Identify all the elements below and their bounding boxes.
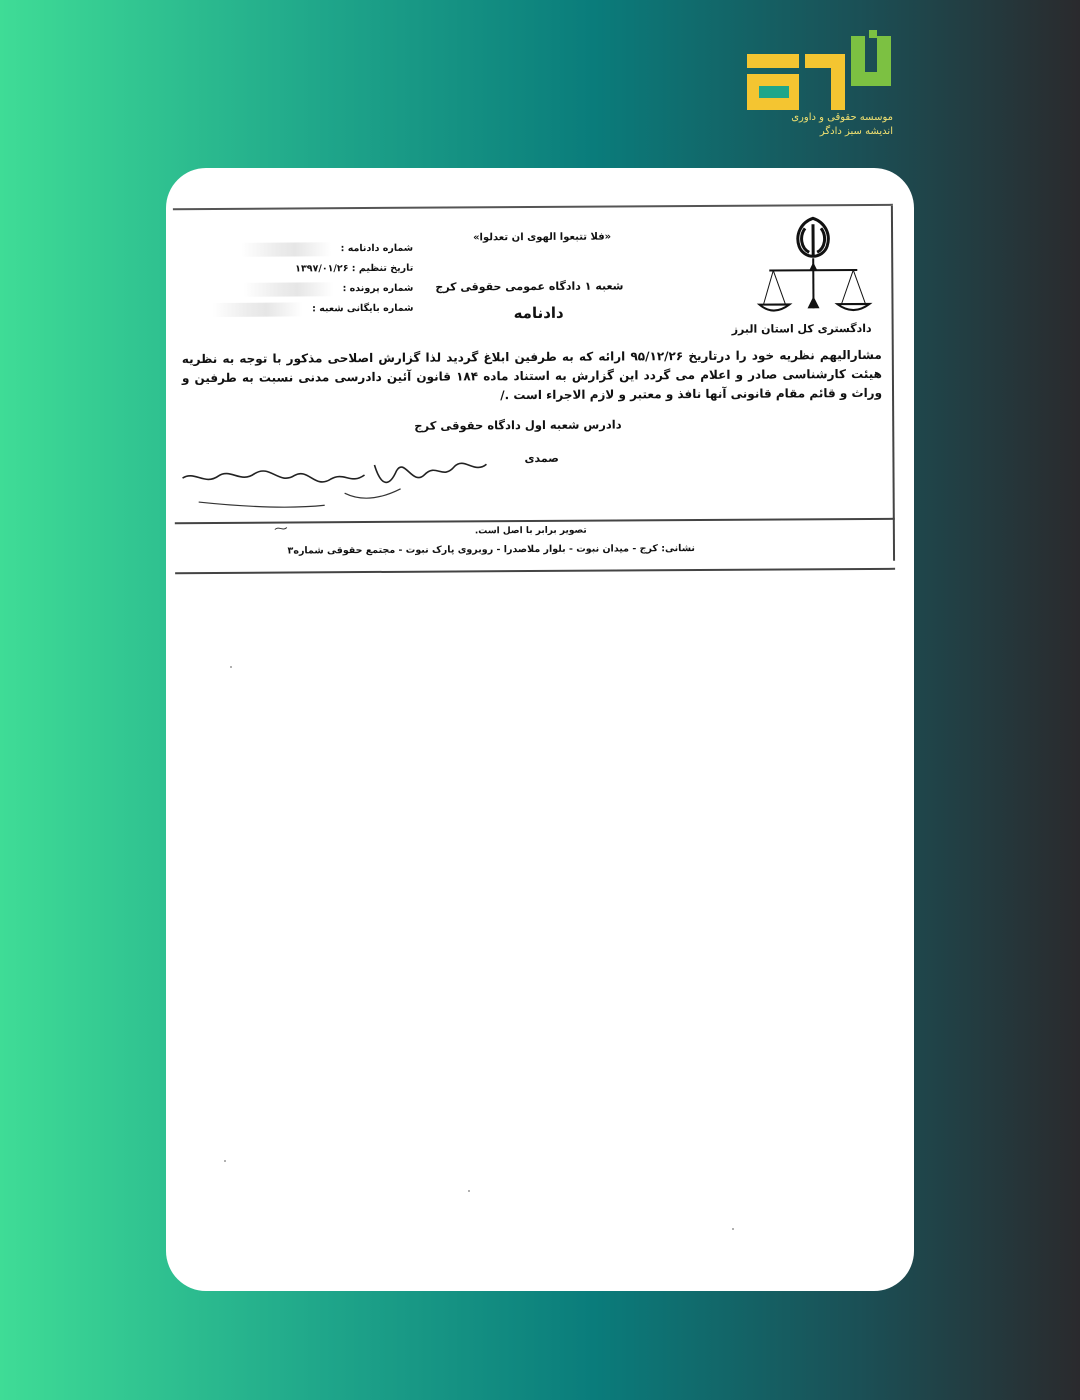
meta-row-judgment-number bbox=[213, 239, 413, 260]
logo-text-line1: موسسه حقوقی و داوری bbox=[791, 112, 893, 123]
iran-emblem-scales-icon bbox=[753, 212, 874, 323]
verse-line: «فلا تتبعوا الهوی ان تعدلوا» bbox=[473, 231, 612, 244]
speck bbox=[732, 1228, 734, 1230]
scanned-judgment bbox=[173, 204, 895, 574]
issue-date-label: تاریخ تنظیم : bbox=[351, 262, 414, 275]
copy-certification: تصویر برابر با اصل است. bbox=[474, 525, 587, 537]
logo-text-line2: اندیشه سبز دادگر bbox=[819, 126, 893, 137]
judgment-number-label: شماره دادنامه : bbox=[340, 242, 414, 255]
speck bbox=[230, 666, 232, 668]
judgment-body: مشارالیهم نظریه خود را درتاریخ ۹۵/۱۲/۲۶ ارائه که به طرفین ابلاغ گردید لذا گزارش اصلاحی مذکور با توجه به نظریه هیئت کارشناسی صادر و اعلام می گردد این گزارش به استناد ماده ۱۸۴ قانون آئین دادرسی مدنی نسبت به طرفین و وراث و قائم مقام قانونی آنها نافذ و معتبر و لازم الاجراء است ./ bbox=[181, 347, 883, 403]
court-branch: شعبه ۱ دادگاه عمومی حقوقی کرج bbox=[435, 279, 624, 294]
document-card bbox=[166, 168, 914, 1291]
judiciary-heading: دادگستری کل استان البرز bbox=[731, 321, 872, 336]
meta-row-case-number bbox=[213, 279, 413, 300]
brand-logo bbox=[745, 30, 905, 142]
speck bbox=[224, 1160, 226, 1162]
document-title: دادنامه bbox=[513, 303, 564, 323]
issue-date-value: ۱۳۹۷/۰۱/۲۶ bbox=[295, 263, 349, 275]
judge-name: صمدی bbox=[524, 451, 559, 466]
meta-row-archive-number bbox=[213, 299, 413, 320]
redacted-value bbox=[243, 282, 333, 297]
court-address: نشانی: کرج - میدان نبوت - بلوار ملاصدرا - روبروی پارک نبوت - مجتمع حقوقی شماره۳ bbox=[287, 543, 696, 557]
case-number-label: شماره پرونده : bbox=[342, 282, 414, 295]
logo-mark-icon bbox=[745, 30, 895, 110]
redacted-value bbox=[213, 302, 303, 317]
doc-border bbox=[891, 206, 895, 561]
speck bbox=[468, 1190, 470, 1192]
meta-row-issue-date bbox=[213, 259, 413, 280]
meta-block bbox=[213, 239, 413, 320]
judge-title: دادرس شعبه اول دادگاه حقوقی کرج bbox=[414, 417, 622, 433]
archive-number-label: شماره بایگانی شعبه : bbox=[312, 302, 414, 315]
redacted-value bbox=[241, 242, 331, 257]
